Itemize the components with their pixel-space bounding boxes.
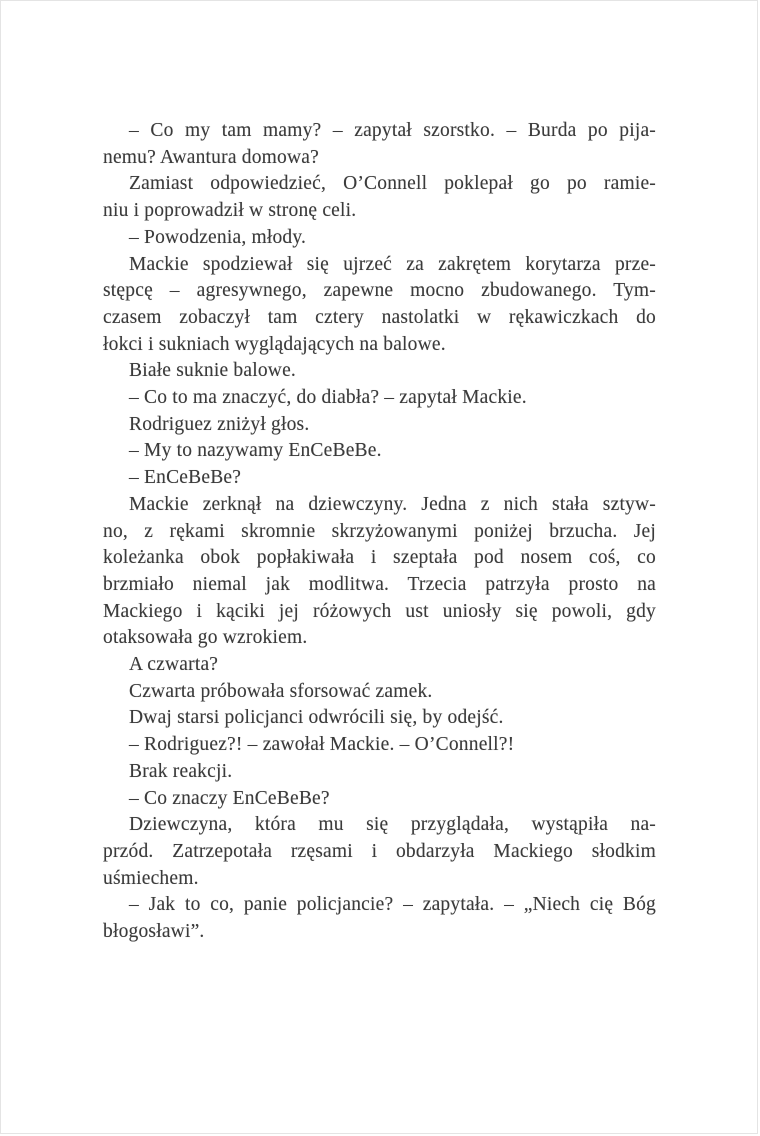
- text-line: – Jak to co, panie policjancie? – zapytała. – „Niech cię Bóg: [129, 894, 656, 916]
- text-line: Mackie zerknął na dziewczyny. Jedna z nich stała sztyw-: [129, 493, 656, 515]
- text-line: brzmiało niemal jak modlitwa. Trzecia patrzyła prosto na: [103, 573, 656, 595]
- text-line: koleżanka obok popłakiwała i szeptała pod nosem coś, co: [103, 547, 656, 569]
- text-line: Mackiego i kąciki jej różowych ust uniosły się powoli, gdy: [103, 600, 656, 622]
- text-line: czasem zobaczył tam cztery nastolatki w rękawiczkach do: [103, 306, 656, 328]
- text-line: – EnCeBeBe?: [129, 467, 242, 489]
- text-line: przód. Zatrzepotała rzęsami i obdarzyła Mackiego słodkim: [103, 840, 656, 862]
- text-line: Dziewczyna, która mu się przyglądała, wystąpiła na-: [129, 814, 656, 836]
- text-line: – Co my tam mamy? – zapytał szorstko. – Burda po pija-: [129, 120, 656, 141]
- text-line: Białe suknie balowe.: [129, 360, 296, 382]
- text-line: Brak reakcji.: [129, 760, 233, 782]
- text-line: stępcę – agresywnego, zapewne mocno zbudowanego. Tym-: [103, 280, 656, 302]
- text-line: Czwarta próbowała sforsować zamek.: [129, 680, 433, 702]
- text-line: otaksowała go wzrokiem.: [103, 627, 308, 649]
- text-line: nemu? Awantura domowa?: [103, 146, 319, 168]
- text-line: Rodriguez zniżył głos.: [129, 413, 310, 435]
- text-line: – Rodriguez?! – zawołał Mackie. – O’Connell?!: [129, 734, 515, 756]
- text-line: Mackie spodziewał się ujrzeć za zakrętem korytarza prze-: [129, 253, 656, 275]
- text-line: – Co znaczy EnCeBeBe?: [129, 787, 330, 809]
- text-line: – My to nazywamy EnCeBeBe.: [129, 440, 382, 462]
- text-line: niu i poprowadził w stronę celi.: [103, 200, 357, 222]
- text-line: Zamiast odpowiedzieć, O’Connell poklepał go po ramie-: [129, 173, 656, 195]
- text-line: błogosławi”.: [103, 921, 205, 943]
- text-line: Dwaj starsi policjanci odwrócili się, by odejść.: [129, 707, 504, 729]
- text-line: A czwarta?: [129, 654, 219, 676]
- text-line: – Co to ma znaczyć, do diabła? – zapytał Mackie.: [129, 387, 527, 409]
- text-line: łokci i sukniach wyglądających na balowe.: [103, 333, 446, 355]
- text-line: no, z rękami skromnie skrzyżowanymi poniżej brzucha. Jej: [103, 520, 656, 542]
- text-line: – Powodzenia, młody.: [129, 226, 307, 248]
- text-block: [103, 118, 656, 946]
- text-line: uśmiechem.: [103, 867, 199, 889]
